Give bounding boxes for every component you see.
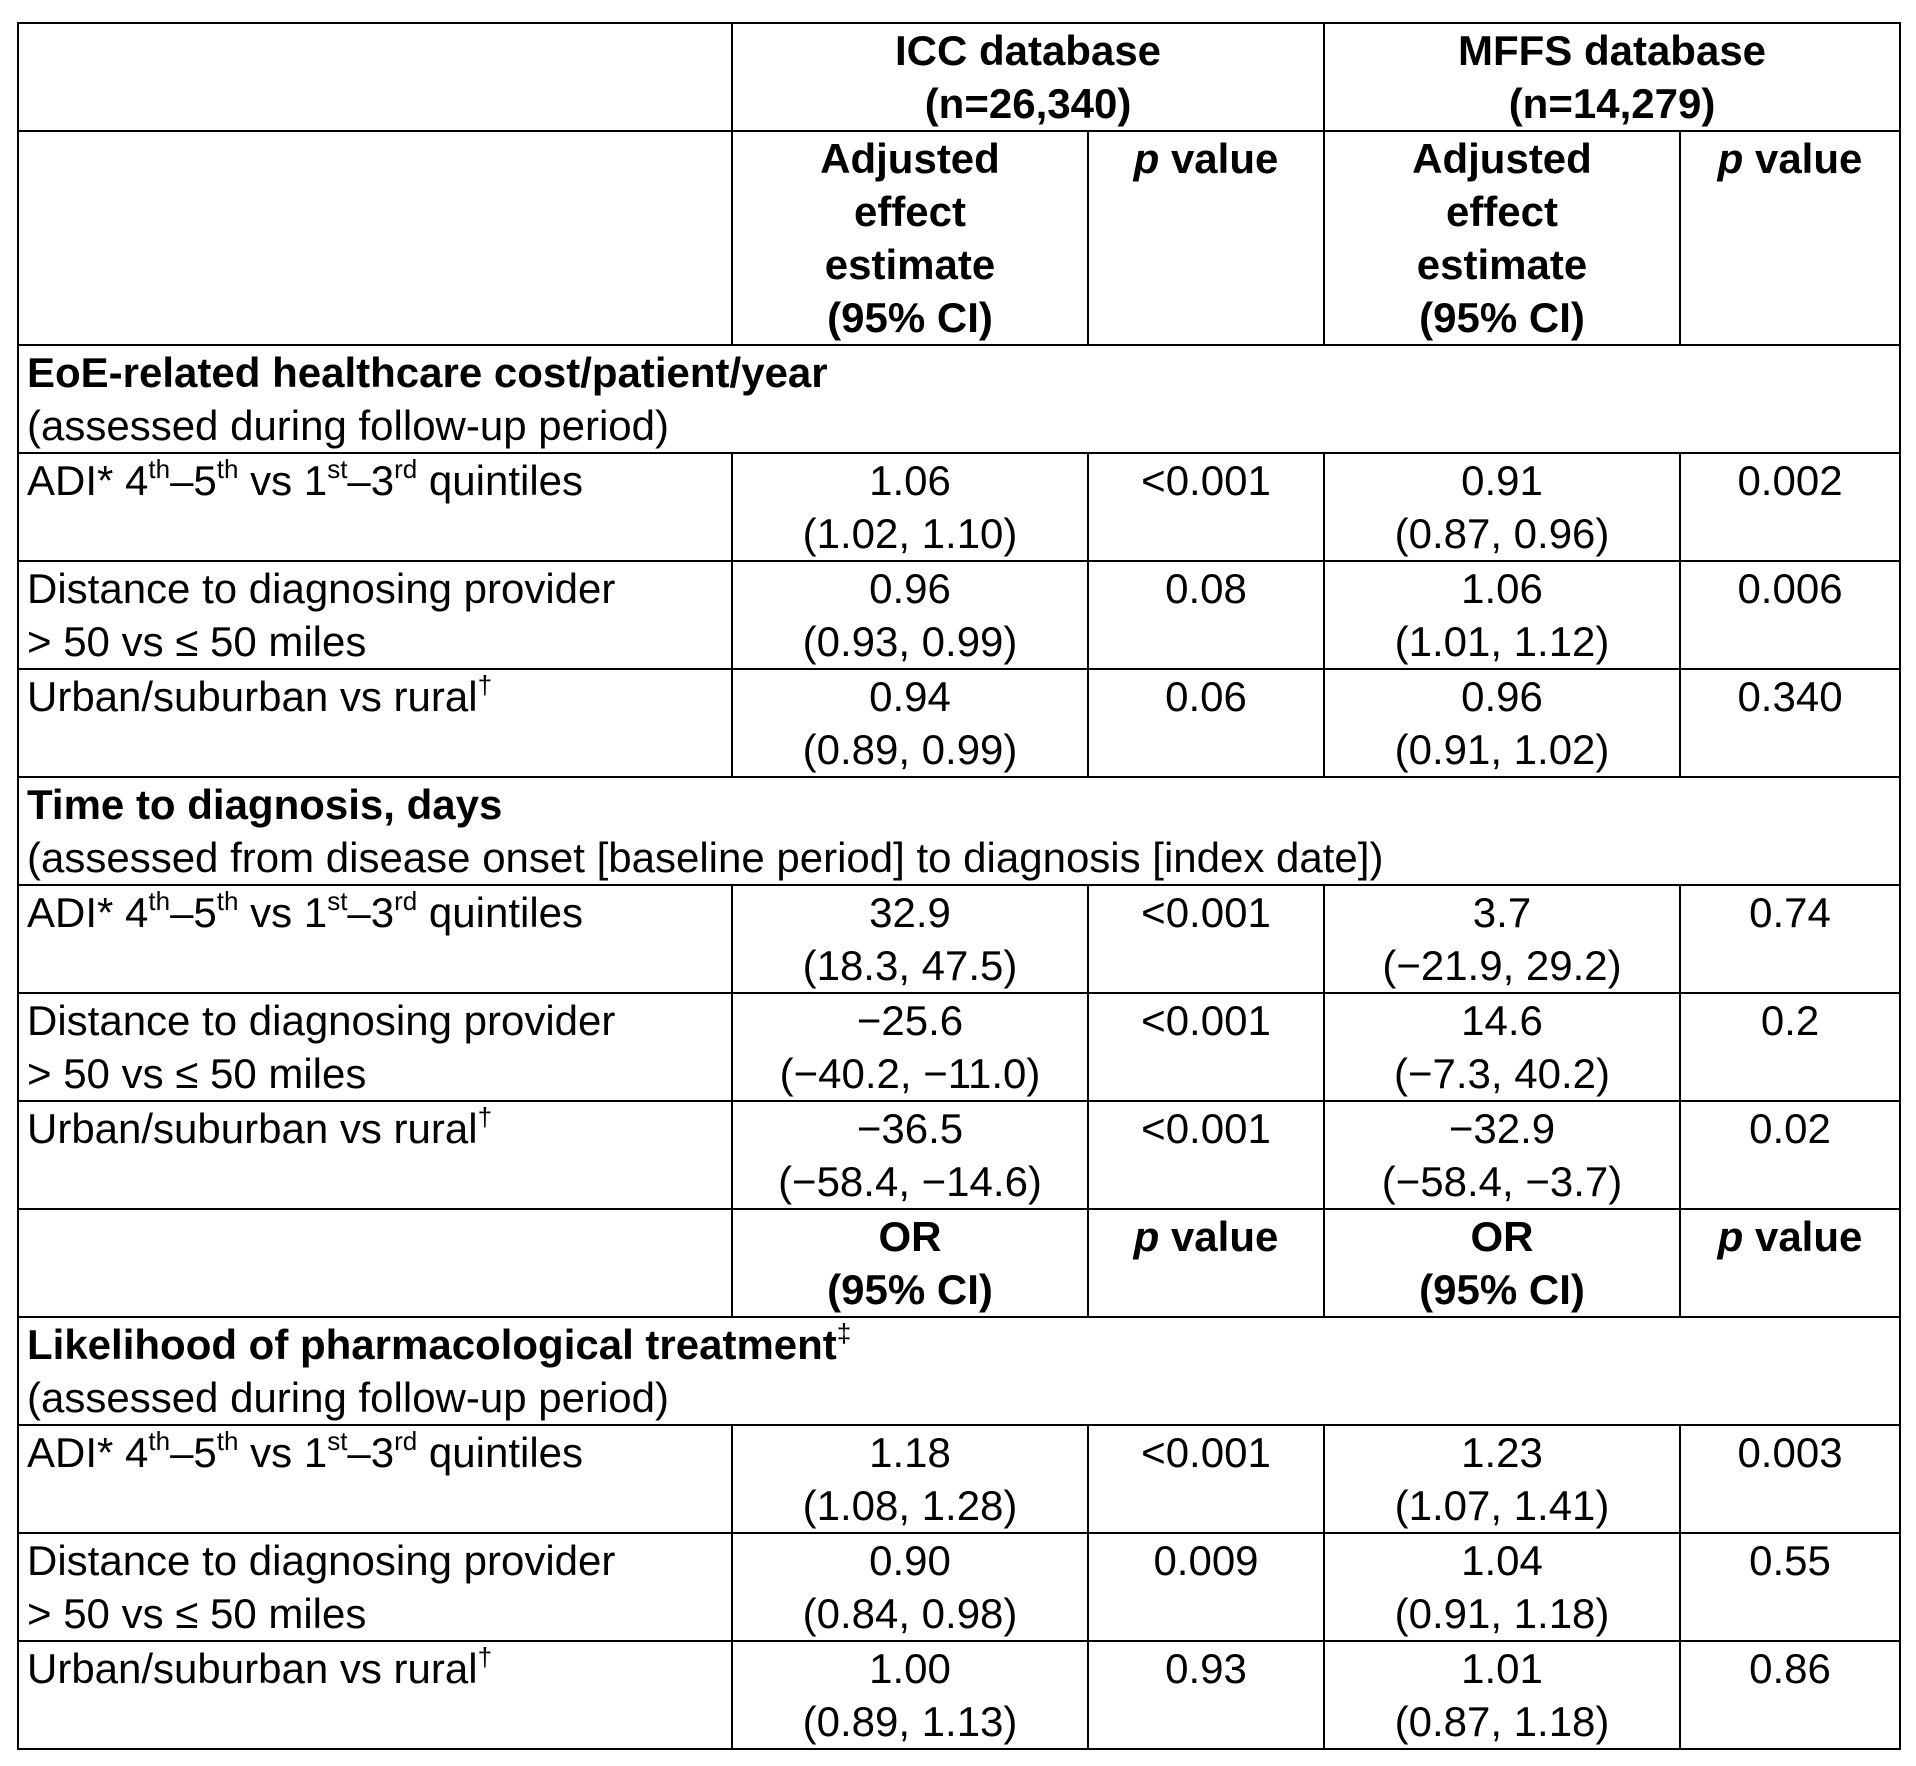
- confidence-interval: (1.01, 1.12): [1394, 618, 1610, 665]
- mffs-p-cell: 0.2: [1680, 993, 1900, 1101]
- estimate: 0.96: [869, 565, 951, 612]
- subheader-empty-cell: [18, 1209, 732, 1317]
- p-letter: p: [1133, 135, 1160, 182]
- label-text: Urban/suburban vs rural: [27, 1105, 478, 1152]
- row-label-urban: [18, 1641, 732, 1749]
- estimate: 1.04: [1461, 1537, 1543, 1584]
- estimate: 0.90: [869, 1537, 951, 1584]
- icc-estimate-cell: [732, 561, 1088, 669]
- table-row: [18, 561, 1900, 669]
- header-line: estimate: [824, 241, 996, 288]
- confidence-interval: (−40.2, −11.0): [779, 1050, 1041, 1097]
- label-text: Distance to diagnosing provider: [27, 1537, 616, 1584]
- label-text: quintiles: [417, 457, 584, 504]
- icc-p-header: [1088, 1209, 1324, 1317]
- mffs-title: MFFS database: [1457, 27, 1767, 74]
- mffs-estimate-cell: [1324, 669, 1680, 777]
- dagger-mark: †: [477, 670, 493, 700]
- icc-p-cell: <0.001: [1088, 453, 1324, 561]
- header-line: (95% CI): [827, 1266, 993, 1313]
- subheader-empty-cell: [18, 131, 732, 345]
- label-text: > 50 vs ≤ 50 miles: [27, 618, 367, 665]
- icc-estimate-cell: [732, 1101, 1088, 1209]
- label-text: Distance to diagnosing provider: [27, 565, 616, 612]
- superscript: th: [148, 886, 171, 916]
- row-label-adi: [18, 453, 732, 561]
- icc-p-cell: 0.06: [1088, 669, 1324, 777]
- p-letter: p: [1133, 1213, 1160, 1260]
- mffs-estimate-header: [1324, 131, 1680, 345]
- label-text: ADI* 4: [27, 1429, 149, 1476]
- estimate: 1.23: [1461, 1429, 1543, 1476]
- dagger-mark: †: [477, 1102, 493, 1132]
- mffs-estimate-cell: [1324, 1533, 1680, 1641]
- p-rest: value: [1743, 1213, 1863, 1260]
- confidence-interval: (0.87, 0.96): [1394, 510, 1610, 557]
- mffs-n: (n=14,279): [1508, 80, 1716, 127]
- confidence-interval: (1.07, 1.41): [1394, 1482, 1610, 1529]
- header-line: (95% CI): [1419, 1266, 1585, 1313]
- label-text: vs 1: [238, 457, 328, 504]
- estimate: 3.7: [1472, 889, 1532, 936]
- superscript: th: [148, 454, 171, 484]
- estimate: 0.94: [869, 673, 951, 720]
- row-label-urban: [18, 1101, 732, 1209]
- row-label-urban: [18, 669, 732, 777]
- label-text: vs 1: [238, 889, 328, 936]
- label-text: –3: [347, 457, 395, 504]
- superscript: st: [327, 454, 348, 484]
- superscript: th: [216, 1426, 239, 1456]
- icc-p-cell: 0.08: [1088, 561, 1324, 669]
- estimate: −25.6: [856, 997, 964, 1044]
- estimate: 0.96: [1461, 673, 1543, 720]
- section-title: Time to diagnosis, days: [27, 781, 503, 828]
- mffs-p-header: [1680, 131, 1900, 345]
- p-rest: value: [1159, 1213, 1279, 1260]
- label-text: –3: [347, 1429, 395, 1476]
- mffs-p-header: [1680, 1209, 1900, 1317]
- header-line: (95% CI): [827, 294, 993, 341]
- mffs-p-cell: 0.55: [1680, 1533, 1900, 1641]
- header-line: OR: [1470, 1213, 1534, 1260]
- section-title: Likelihood of pharmacological treatment: [27, 1321, 837, 1368]
- section-subtitle: (assessed from disease onset [baseline period] to diagnosis [index date]): [27, 834, 1384, 881]
- confidence-interval: (0.91, 1.18): [1394, 1590, 1610, 1637]
- estimate: 1.06: [1461, 565, 1543, 612]
- table-row: [18, 1641, 1900, 1749]
- superscript: th: [216, 454, 239, 484]
- dagger-mark: †: [477, 1642, 493, 1672]
- mffs-p-cell: 0.006: [1680, 561, 1900, 669]
- header-line: Adjusted: [1412, 135, 1592, 182]
- header-line: OR: [878, 1213, 942, 1260]
- label-text: > 50 vs ≤ 50 miles: [27, 1590, 367, 1637]
- icc-estimate-cell: [732, 993, 1088, 1101]
- superscript: rd: [394, 454, 418, 484]
- mffs-p-cell: 0.74: [1680, 885, 1900, 993]
- mffs-estimate-cell: [1324, 993, 1680, 1101]
- mffs-estimate-cell: [1324, 1641, 1680, 1749]
- section-title: EoE-related healthcare cost/patient/year: [27, 349, 828, 396]
- icc-p-cell: <0.001: [1088, 993, 1324, 1101]
- confidence-interval: (−58.4, −14.6): [778, 1158, 1042, 1205]
- label-text: vs 1: [238, 1429, 328, 1476]
- label-text: ADI* 4: [27, 889, 149, 936]
- label-text: –5: [170, 1429, 217, 1476]
- estimate: 1.06: [869, 457, 951, 504]
- superscript: rd: [394, 1426, 418, 1456]
- superscript: rd: [394, 886, 418, 916]
- label-text: ADI* 4: [27, 457, 149, 504]
- section-header-pharm: [18, 1317, 1900, 1425]
- table-row: [18, 1533, 1900, 1641]
- p-rest: value: [1159, 135, 1279, 182]
- confidence-interval: (0.93, 0.99): [802, 618, 1018, 665]
- label-text: –5: [170, 889, 217, 936]
- mffs-estimate-cell: [1324, 885, 1680, 993]
- or-subheader-row: [18, 1209, 1900, 1317]
- confidence-interval: (0.89, 1.13): [802, 1698, 1018, 1745]
- label-text: Urban/suburban vs rural: [27, 673, 478, 720]
- mffs-or-header: [1324, 1209, 1680, 1317]
- row-label-distance: [18, 1533, 732, 1641]
- confidence-interval: (1.02, 1.10): [802, 510, 1018, 557]
- header-line: (95% CI): [1419, 294, 1585, 341]
- mffs-estimate-cell: [1324, 1425, 1680, 1533]
- icc-p-cell: 0.93: [1088, 1641, 1324, 1749]
- estimate: 0.91: [1461, 457, 1543, 504]
- section-header-time: [18, 777, 1900, 885]
- row-label-distance: [18, 993, 732, 1101]
- confidence-interval: (0.91, 1.02): [1394, 726, 1610, 773]
- section-cell: [18, 777, 1900, 885]
- icc-or-header: [732, 1209, 1088, 1317]
- icc-p-cell: <0.001: [1088, 1101, 1324, 1209]
- table-row: [18, 993, 1900, 1101]
- confidence-interval: (18.3, 47.5): [802, 942, 1018, 989]
- table-row: [18, 1101, 1900, 1209]
- mffs-estimate-cell: [1324, 453, 1680, 561]
- estimate: 32.9: [869, 889, 951, 936]
- icc-estimate-cell: [732, 453, 1088, 561]
- confidence-interval: (−21.9, 29.2): [1382, 942, 1622, 989]
- label-text: quintiles: [417, 889, 584, 936]
- effect-subheader-row: [18, 131, 1900, 345]
- label-text: Distance to diagnosing provider: [27, 997, 616, 1044]
- mffs-p-cell: 0.003: [1680, 1425, 1900, 1533]
- mffs-estimate-cell: [1324, 1101, 1680, 1209]
- label-text: –3: [347, 889, 395, 936]
- header-line: estimate: [1416, 241, 1588, 288]
- superscript: th: [216, 886, 239, 916]
- estimate: −32.9: [1448, 1105, 1556, 1152]
- label-text: –5: [170, 457, 217, 504]
- double-dagger-mark: ‡: [836, 1318, 852, 1348]
- icc-estimate-cell: [732, 1425, 1088, 1533]
- table-row: [18, 669, 1900, 777]
- icc-estimate-cell: [732, 1641, 1088, 1749]
- confidence-interval: (−7.3, 40.2): [1394, 1050, 1610, 1097]
- label-text: quintiles: [417, 1429, 584, 1476]
- icc-estimate-cell: [732, 885, 1088, 993]
- icc-p-cell: 0.009: [1088, 1533, 1324, 1641]
- estimate: −36.5: [856, 1105, 964, 1152]
- estimate: 1.00: [869, 1645, 951, 1692]
- section-subtitle: (assessed during follow-up period): [27, 402, 669, 449]
- confidence-interval: (0.84, 0.98): [802, 1590, 1018, 1637]
- table-row: [18, 1425, 1900, 1533]
- mffs-estimate-cell: [1324, 561, 1680, 669]
- superscript: st: [327, 886, 348, 916]
- section-subtitle: (assessed during follow-up period): [27, 1374, 669, 1421]
- header-line: Adjusted: [820, 135, 1000, 182]
- superscript: st: [327, 1426, 348, 1456]
- mffs-p-cell: 0.002: [1680, 453, 1900, 561]
- label-text: Urban/suburban vs rural: [27, 1645, 478, 1692]
- table-row: [18, 453, 1900, 561]
- icc-p-cell: <0.001: [1088, 885, 1324, 993]
- header-empty-cell: [18, 23, 732, 131]
- database-header-row: [18, 23, 1900, 131]
- header-line: effect: [1445, 188, 1559, 235]
- mffs-p-cell: 0.340: [1680, 669, 1900, 777]
- estimate: 1.18: [869, 1429, 951, 1476]
- icc-estimate-header: [732, 131, 1088, 345]
- row-label-adi: [18, 885, 732, 993]
- estimate: 1.01: [1461, 1645, 1543, 1692]
- results-table: [17, 22, 1901, 1750]
- icc-p-cell: <0.001: [1088, 1425, 1324, 1533]
- icc-title: ICC database: [894, 27, 1162, 74]
- confidence-interval: (−58.4, −3.7): [1381, 1158, 1623, 1205]
- label-text: > 50 vs ≤ 50 miles: [27, 1050, 367, 1097]
- p-letter: p: [1717, 135, 1744, 182]
- row-label-adi: [18, 1425, 732, 1533]
- superscript: th: [148, 1426, 171, 1456]
- confidence-interval: (0.87, 1.18): [1394, 1698, 1610, 1745]
- section-header-cost: [18, 345, 1900, 453]
- section-title-line: [27, 1318, 1891, 1371]
- section-cell: [18, 1317, 1900, 1425]
- icc-n: (n=26,340): [924, 80, 1132, 127]
- p-letter: p: [1717, 1213, 1744, 1260]
- confidence-interval: (1.08, 1.28): [802, 1482, 1018, 1529]
- icc-header: [732, 23, 1324, 131]
- mffs-p-cell: 0.02: [1680, 1101, 1900, 1209]
- mffs-header: [1324, 23, 1900, 131]
- icc-p-header: [1088, 131, 1324, 345]
- estimate: 14.6: [1461, 997, 1543, 1044]
- table-row: [18, 885, 1900, 993]
- icc-estimate-cell: [732, 669, 1088, 777]
- icc-estimate-cell: [732, 1533, 1088, 1641]
- mffs-p-cell: 0.86: [1680, 1641, 1900, 1749]
- section-cell: [18, 345, 1900, 453]
- row-label-distance: [18, 561, 732, 669]
- header-line: effect: [853, 188, 967, 235]
- confidence-interval: (0.89, 0.99): [802, 726, 1018, 773]
- p-rest: value: [1743, 135, 1863, 182]
